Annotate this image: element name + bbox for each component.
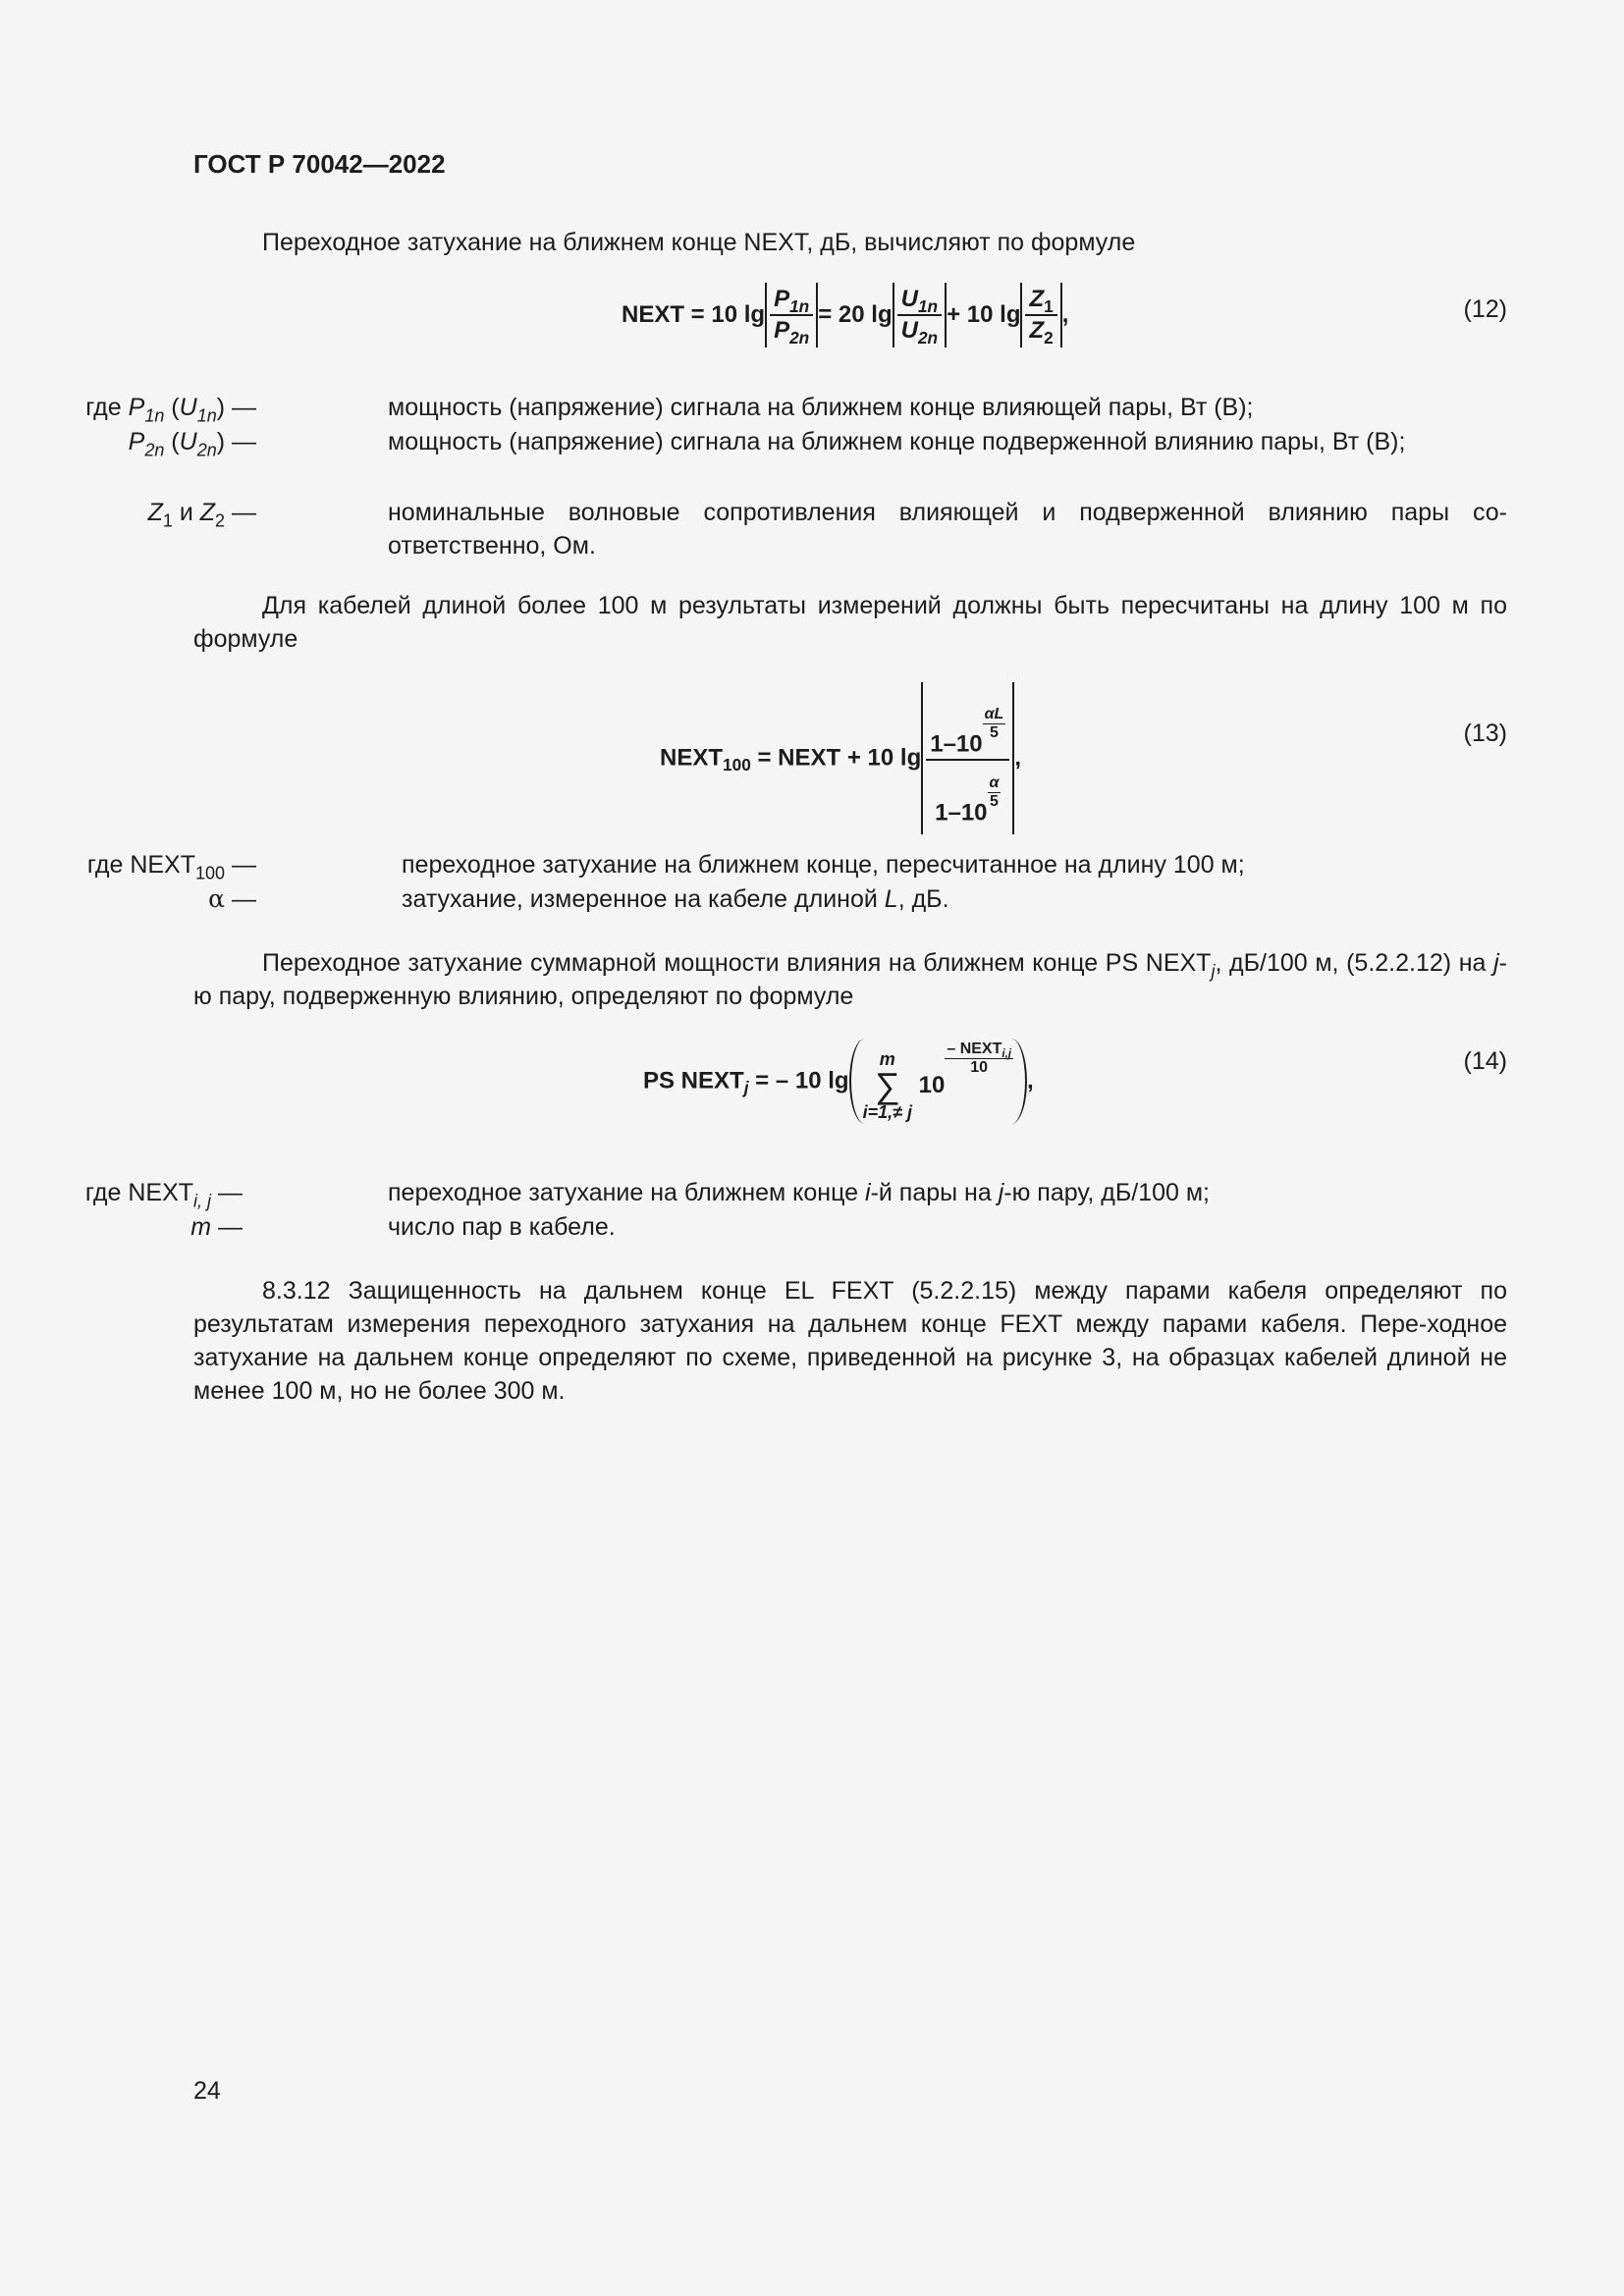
paragraph-recalc-length: Для кабелей длиной более 100 м результаты измерений должны быть пересчитаны на длину 100 м по формуле xyxy=(193,592,1507,653)
equation-number-12: (12) xyxy=(1463,295,1507,323)
formula-12-abs-2: $\frac{U_{1n}}{U_{2n}}$ xyxy=(893,283,947,347)
formula-12-abs-1: $\frac{P_{1n}}{P_{2n}}$ xyxy=(765,283,818,347)
page-number: 24 xyxy=(193,2077,221,2105)
equation-number-13: (13) xyxy=(1463,720,1507,747)
paragraph-ps-next: Переходное затухание суммарной мощности влияния на ближнем конце PS $NEXT_j$, дБ/100 м, (5.2.2.12) на j-ю пару, подверженную влиянию, определяют по формуле xyxy=(193,949,1507,1010)
paragraph-8-3-12: 8.3.12 Защищенность на дальнем конце EL FEXT (5.2.2.15) между парами кабеля определяют по результатам измерения переходного затухания на дальнем конце FEXT между парами кабеля. Пере-ходное затухание на дальнем конце определяют по схеме, приведенной на рисунке 3, на образцах кабелей длиной не менее 100 м, но не более 300 м. xyxy=(193,1277,1507,1405)
formula-14-parens: m ∑ i=1,≠ j 10 – $NEXT_{i,j}$ 10 xyxy=(849,1039,1027,1124)
formula-12-lhs: NEXT = 10 lg xyxy=(622,301,766,328)
paragraph-next-intro: Переходное затухание на ближнем конце NEXT, дБ, вычисляют по формуле xyxy=(262,229,1136,256)
formula-14: PS $NEXT_j$ = – 10 lgm ∑ i=1,≠ j 10 – $NEXT_{i,j}$ 10 , xyxy=(643,1041,1034,1123)
formula-13: $NEXT_{100}$ = NEXT + 10 lg 1–10 $\frac{\alpha L}{5}$ 1–10 $\frac{\alpha}{5}$ , xyxy=(660,682,1021,834)
formula-12: NEXT = 10 lg $\frac{P_{1n}}{P_{2n}}$ = 20 lg $\frac{U_{1n}}{U_{2n}}$ + 10 lg $\frac{Z_1}{Z_2}$ , xyxy=(622,283,1068,347)
equation-number-14: (14) xyxy=(1463,1047,1507,1075)
document-header: ГОСТ Р 70042—2022 xyxy=(193,149,446,179)
formula-13-abs: 1–10 $\frac{\alpha L}{5}$ 1–10 $\frac{\alpha}{5}$ xyxy=(921,682,1014,834)
formula-12-abs-3: $\frac{Z_1}{Z_2}$ xyxy=(1020,283,1061,347)
